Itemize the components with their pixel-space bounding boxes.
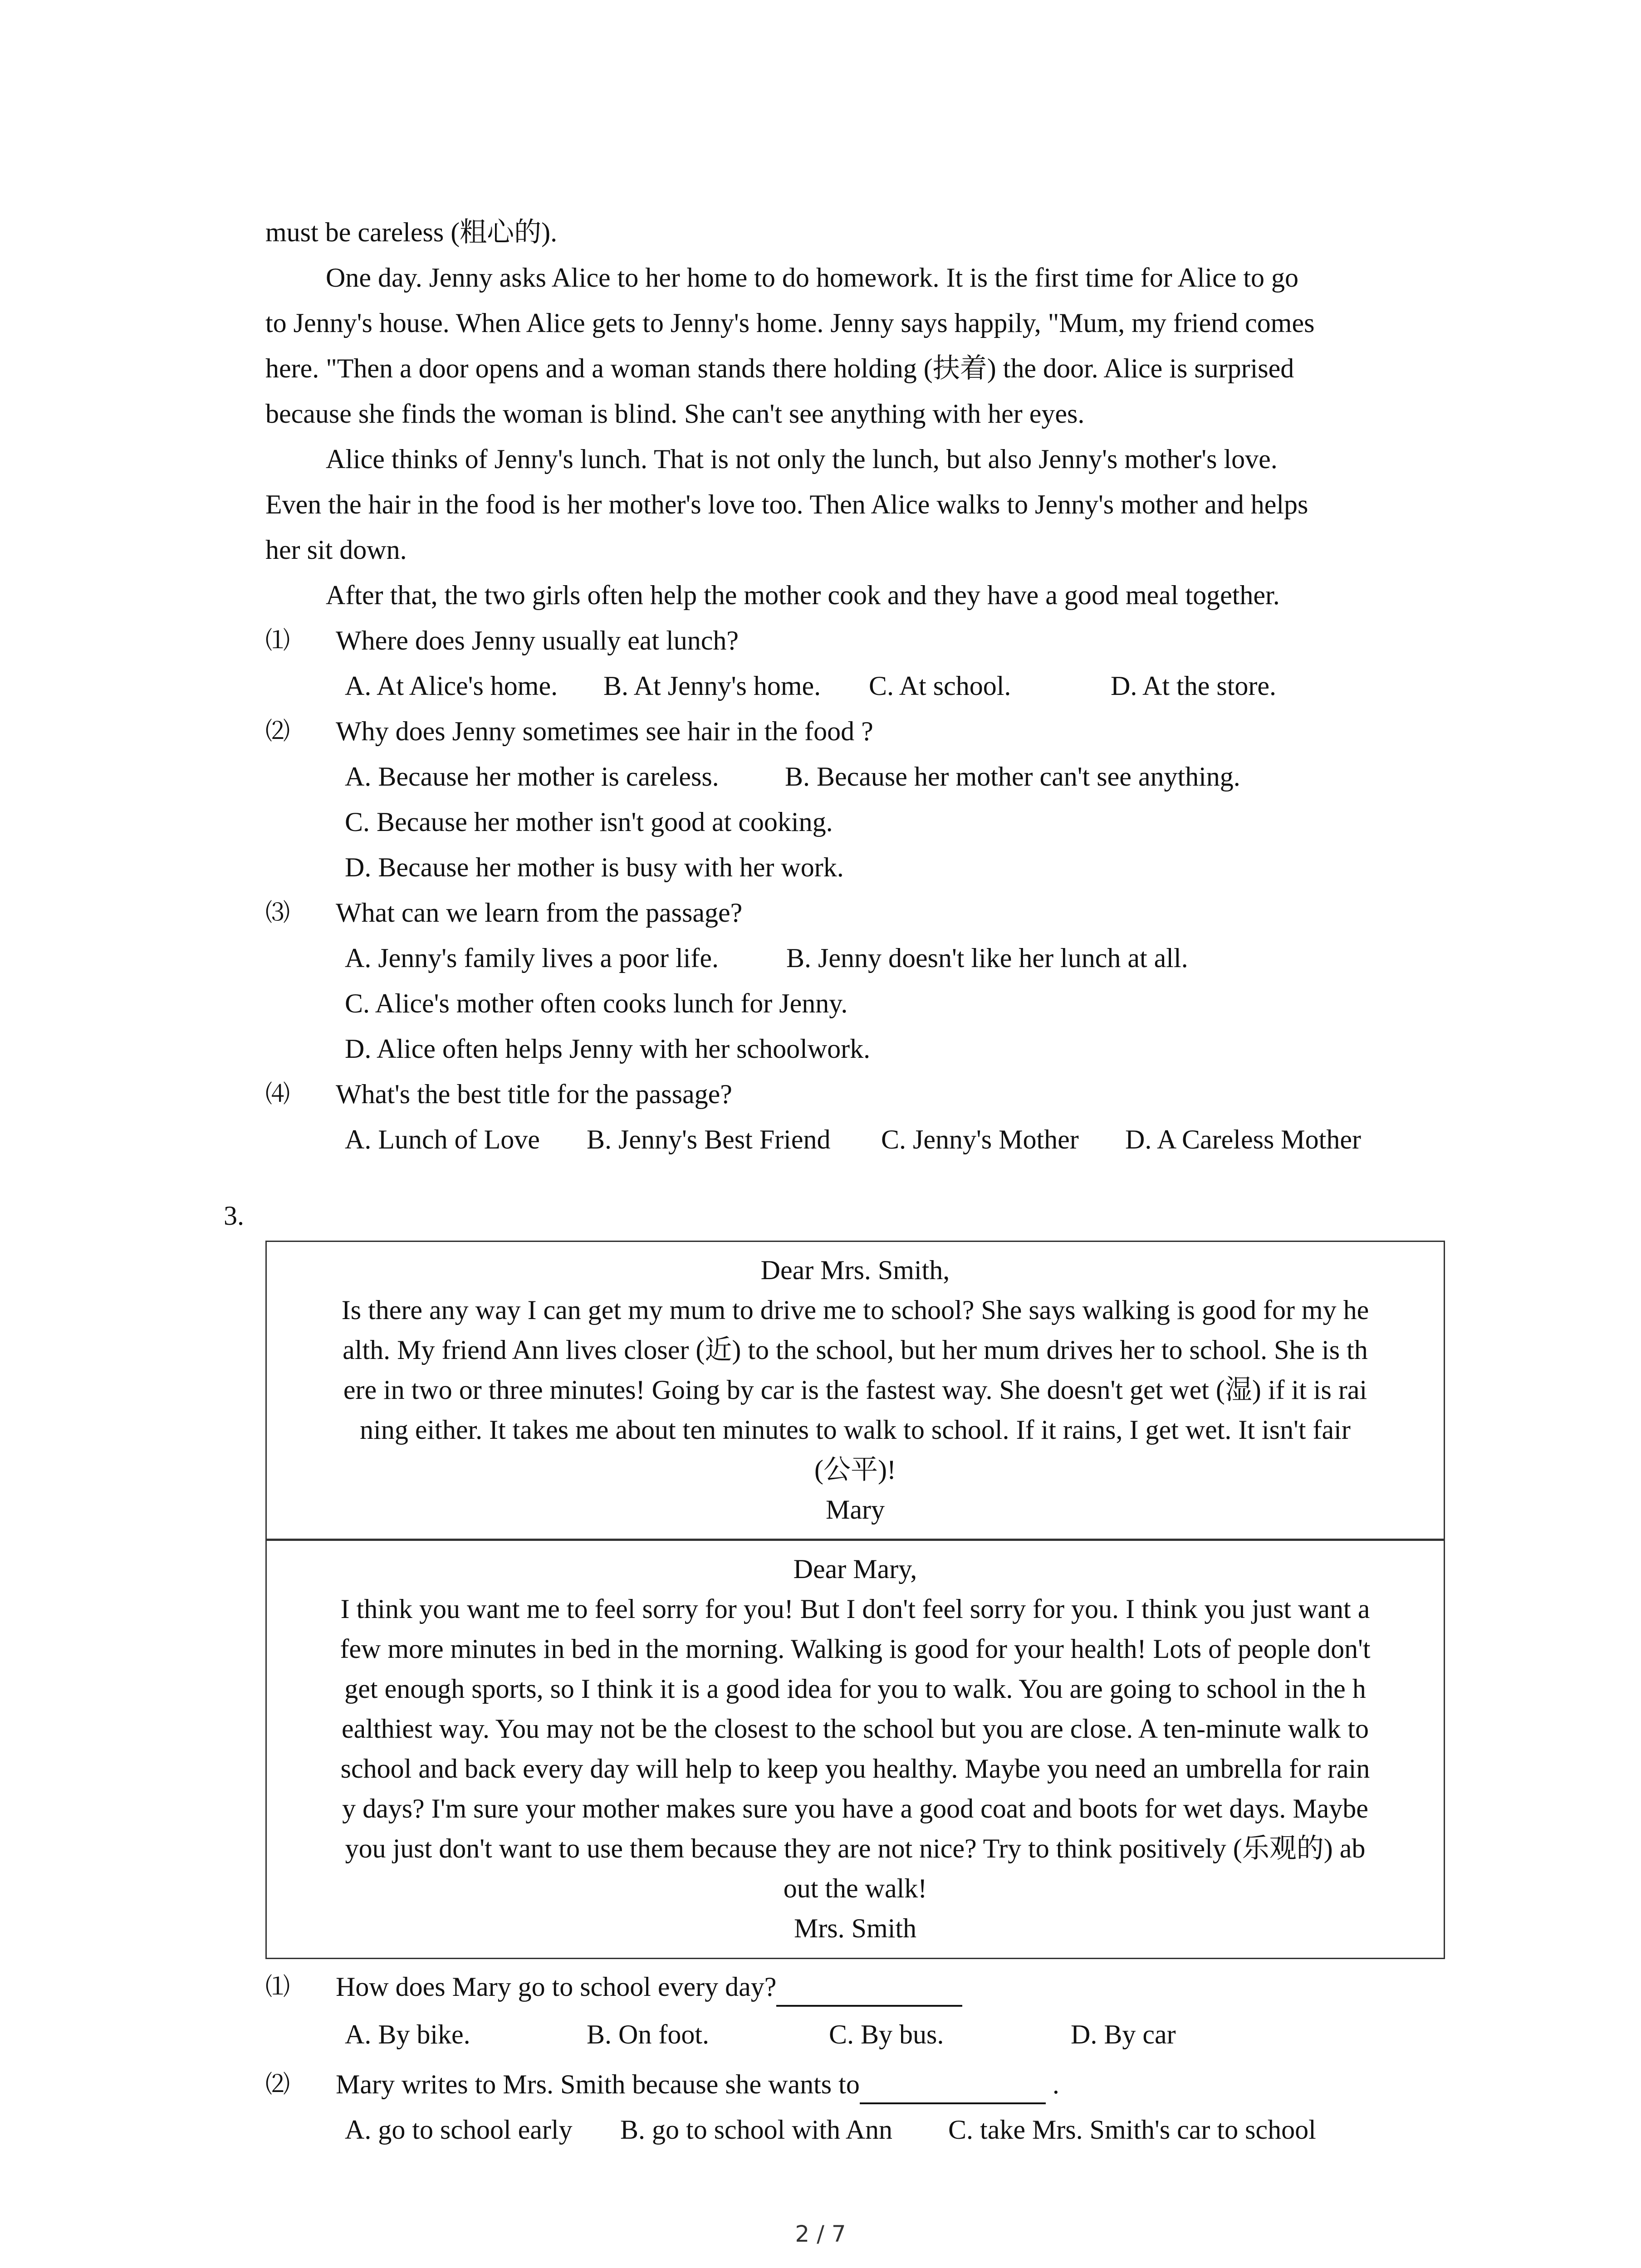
- question-number: ⑴: [265, 1972, 290, 2001]
- answer-option: D. Alice often helps Jenny with her schoolwork.: [345, 1034, 871, 1064]
- passage-line: to Jenny's house. When Alice gets to Jenny's home. Jenny says happily, "Mum, my friend comes: [265, 308, 1315, 338]
- answer-option: B. Jenny's Best Friend: [587, 1124, 831, 1154]
- answer-option: A. Because her mother is careless.: [345, 762, 719, 792]
- passage-line: Even the hair in the food is her mother's love too. Then Alice walks to Jenny's mother and helps: [265, 489, 1308, 519]
- passage-line: After that, the two girls often help the mother cook and they have a good meal together.: [326, 580, 1280, 610]
- reply-box: [265, 1540, 1445, 1959]
- answer-option: D. At the store.: [1111, 671, 1276, 701]
- answer-option: C. Jenny's Mother: [881, 1124, 1079, 1154]
- question-text: What's the best title for the passage?: [336, 1079, 732, 1109]
- answer-option: B. At Jenny's home.: [603, 671, 821, 701]
- letter-box: [265, 1241, 1445, 1540]
- passage-line: must be careless (粗心的).: [265, 217, 558, 247]
- letter-line: you just don't want to use them because they are not nice? Try to think positively (乐观的) ab: [345, 1833, 1366, 1863]
- answer-option: D. By car: [1071, 2019, 1176, 2049]
- passage-line: One day. Jenny asks Alice to her home to do homework. It is the first time for Alice to go: [326, 263, 1299, 293]
- letter-signature: Mrs. Smith: [794, 1913, 917, 1943]
- question-text: What can we learn from the passage?: [336, 898, 743, 928]
- letter-line: ealthiest way. You may not be the closest to the school but you are close. A ten-minute walk to: [341, 1714, 1369, 1744]
- passage-line: here. "Then a door opens and a woman stands there holding (扶着) the door. Alice is surprised: [265, 353, 1294, 383]
- letter-line: y days? I'm sure your mother makes sure you have a good coat and boots for wet days. Maybe: [342, 1794, 1368, 1823]
- answer-option: A. Lunch of Love: [345, 1124, 540, 1154]
- answer-option: C. At school.: [869, 671, 1011, 701]
- answer-blank: [776, 1969, 962, 2007]
- question-number: ⑷: [265, 1080, 290, 1108]
- question-text: [336, 1969, 962, 2007]
- answer-option: D. A Careless Mother: [1125, 1124, 1361, 1154]
- letter-signature: Mary: [826, 1495, 885, 1525]
- question-text: Where does Jenny usually eat lunch?: [336, 626, 739, 655]
- answer-option: A. go to school early: [345, 2115, 573, 2145]
- question-prompt: Mary writes to Mrs. Smith because she wants to: [336, 2069, 860, 2099]
- letter-line: (公平)!: [814, 1455, 896, 1485]
- passage-line: because she finds the woman is blind. She can't see anything with her eyes.: [265, 399, 1085, 429]
- answer-option: C. Because her mother isn't good at cooking.: [345, 807, 833, 837]
- question-suffix: .: [1045, 2069, 1059, 2099]
- answer-option: B. Jenny doesn't like her lunch at all.: [786, 943, 1188, 973]
- letter-greeting: Dear Mrs. Smith,: [760, 1255, 950, 1285]
- passage-line: her sit down.: [265, 535, 407, 565]
- answer-option: A. Jenny's family lives a poor life.: [345, 943, 719, 973]
- letter-line: Is there any way I can get my mum to drive me to school? She says walking is good for my he: [341, 1295, 1369, 1325]
- letter-line: few more minutes in bed in the morning. Walking is good for your health! Lots of people don't: [340, 1634, 1371, 1664]
- section-number: 3.: [224, 1201, 244, 1231]
- question-text: Why does Jenny sometimes see hair in the food ?: [336, 716, 873, 746]
- answer-option: D. Because her mother is busy with her work.: [345, 852, 844, 882]
- letter-line: ere in two or three minutes! Going by car is the fastest way. She doesn't get wet (湿) if it is rai: [343, 1375, 1367, 1405]
- question-number: ⑴: [265, 626, 290, 655]
- answer-option: B. Because her mother can't see anything.: [785, 762, 1240, 792]
- question-number: ⑶: [265, 898, 290, 927]
- question-prompt: How does Mary go to school every day?: [336, 1972, 777, 2002]
- answer-blank: [860, 2066, 1046, 2104]
- answer-option: C. take Mrs. Smith's car to school: [948, 2115, 1316, 2145]
- answer-option: A. By bike.: [345, 2019, 470, 2049]
- letter-line: school and back every day will help to keep you healthy. Maybe you need an umbrella for rain: [340, 1754, 1370, 1784]
- question-text: [336, 2066, 1059, 2104]
- letter-greeting: Dear Mary,: [793, 1554, 917, 1584]
- letter-line: alth. My friend Ann lives closer (近) to the school, but her mum drives her to school. She is th: [343, 1335, 1368, 1365]
- passage-line: Alice thinks of Jenny's lunch. That is not only the lunch, but also Jenny's mother's love.: [326, 444, 1278, 474]
- letter-line: I think you want me to feel sorry for you! But I don't feel sorry for you. I think you just want a: [340, 1594, 1370, 1624]
- answer-option: B. On foot.: [587, 2019, 709, 2049]
- letter-line: get enough sports, so I think it is a good idea for you to walk. You are going to school in the h: [344, 1674, 1366, 1704]
- letter-line: out the walk!: [783, 1873, 927, 1903]
- answer-option: B. go to school with Ann: [620, 2115, 893, 2145]
- answer-option: A. At Alice's home.: [345, 671, 558, 701]
- page-indicator: 2 / 7: [795, 2221, 846, 2247]
- question-number: ⑵: [265, 717, 290, 745]
- question-number: ⑵: [265, 2070, 290, 2098]
- letter-line: ning either. It takes me about ten minutes to walk to school. If it rains, I get wet. It isn't fair: [360, 1415, 1351, 1445]
- answer-option: C. Alice's mother often cooks lunch for Jenny.: [345, 988, 848, 1018]
- answer-option: C. By bus.: [829, 2019, 944, 2049]
